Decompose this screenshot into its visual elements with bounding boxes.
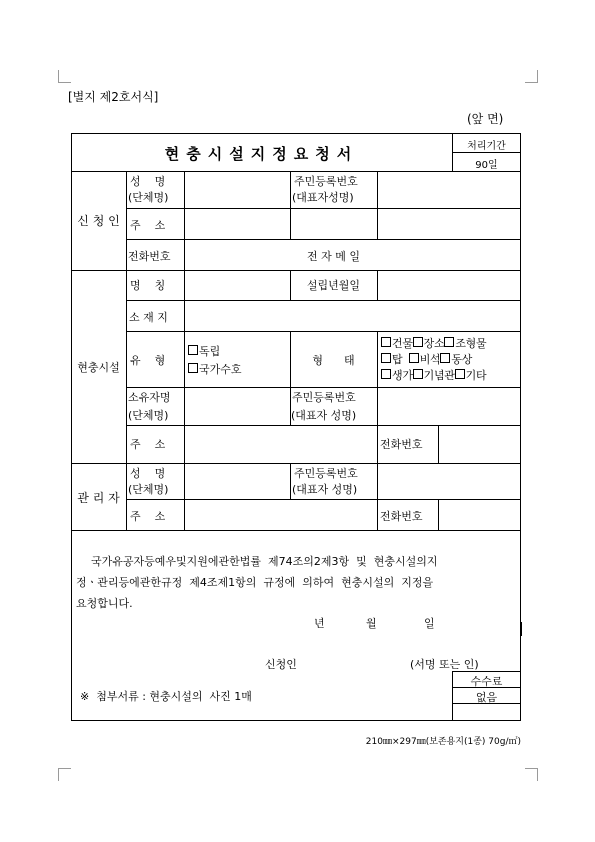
owner-name-label: 소유자명 xyxy=(128,391,171,404)
page-side: (앞 면) xyxy=(467,112,504,126)
form-options-row-2 xyxy=(381,351,472,367)
form-option-monument[interactable]: 비석 xyxy=(409,353,441,366)
applicant-phone-label: 전화번호 xyxy=(128,250,171,263)
checkbox-icon xyxy=(455,369,465,379)
manager-name-label: 성 명 xyxy=(130,467,166,480)
form-title: 현충시설지정요청서 xyxy=(164,145,359,163)
form-option-birthplace[interactable]: 생가 xyxy=(381,369,413,382)
paper-spec: 210㎜×297㎜(보존용지(1종) 70g/㎡) xyxy=(365,737,521,747)
form-option-sculpture[interactable]: 조형물 xyxy=(444,337,486,350)
margin-mark xyxy=(520,622,522,636)
form-options-row-3 xyxy=(381,367,486,383)
checkbox-icon xyxy=(409,353,419,363)
fee-value: 없음 xyxy=(475,691,498,704)
date-year: 년 xyxy=(314,617,325,630)
established-date-label: 설립년월일 xyxy=(306,279,361,292)
type-label: 유 형 xyxy=(130,354,166,367)
manager-org-label: (단체명) xyxy=(128,483,169,496)
section-facility: 현충시설 xyxy=(77,361,120,374)
type-option-national-defense[interactable]: 국가수호 xyxy=(188,361,242,377)
manager-rep-label: (대표자 성명) xyxy=(292,483,358,496)
applicant-rrn-label: 주민등록번호 xyxy=(294,175,358,188)
applicant-name-label: 성 명 xyxy=(130,175,166,188)
form-label: 형 태 xyxy=(312,354,355,367)
form-options-row-1 xyxy=(381,335,486,351)
crop-mark-top-right xyxy=(525,70,538,83)
date-month: 월 xyxy=(366,617,377,630)
owner-org-label: (단체명) xyxy=(128,409,169,422)
statement-line-3: 요청합니다. xyxy=(76,597,133,610)
applicant-rep-label: (대표자성명) xyxy=(292,191,354,204)
manager-rrn-label: 주민등록번호 xyxy=(294,467,358,480)
manager-address-label: 주 소 xyxy=(130,510,166,523)
form-number: [별지 제2호서식] xyxy=(68,90,159,104)
owner-rrn-label: 주민등록번호 xyxy=(292,391,356,404)
processing-period-value: 90일 xyxy=(475,160,498,171)
fee-label: 수수료 xyxy=(470,675,503,688)
statement-line-2: 정ㆍ관리등에관한규정 제4조제1항의 규정에 의하여 현충시설의 지정을 xyxy=(76,576,434,589)
checkbox-icon xyxy=(444,337,454,347)
form-option-place[interactable]: 장소 xyxy=(413,337,445,350)
form-option-memorial-hall[interactable]: 기념관 xyxy=(413,369,455,382)
applicant-email-label: 전 자 메 일 xyxy=(307,250,360,263)
facility-phone-label: 전화번호 xyxy=(380,438,423,451)
checkbox-icon xyxy=(381,369,391,379)
applicant-address-label: 주 소 xyxy=(130,219,166,232)
date-day: 일 xyxy=(424,617,435,630)
checkbox-icon xyxy=(413,369,423,379)
attachment-note: ※ 첨부서류 : 현충시설의 사진 1매 xyxy=(80,690,252,703)
statement-line-1: 국가유공자등예우및지원에관한법률 제74조의2제3항 및 현충시설의지 xyxy=(91,555,438,568)
checkbox-icon xyxy=(440,353,450,363)
crop-mark-top-left xyxy=(58,70,71,83)
checkbox-icon xyxy=(188,345,198,355)
crop-mark-bottom-left xyxy=(58,768,71,781)
owner-rep-label: (대표자 성명) xyxy=(291,409,357,422)
applicant-org-label: (단체명) xyxy=(128,191,169,204)
checkbox-icon xyxy=(188,363,198,373)
form-option-other[interactable]: 기타 xyxy=(455,369,487,382)
signature-hint: (서명 또는 인) xyxy=(410,658,479,671)
checkbox-icon xyxy=(381,353,391,363)
checkbox-icon xyxy=(413,337,423,347)
signature-label: 신청인 xyxy=(265,658,297,671)
form-option-statue[interactable]: 동상 xyxy=(440,353,472,366)
facility-address-label: 주 소 xyxy=(130,438,166,451)
checkbox-icon xyxy=(381,337,391,347)
type-option-independence[interactable]: 독립 xyxy=(188,343,220,359)
form-option-tower[interactable]: 탑 xyxy=(381,353,402,366)
crop-mark-bottom-right xyxy=(525,768,538,781)
section-applicant: 신 청 인 xyxy=(77,214,120,228)
facility-name-label: 명 칭 xyxy=(130,279,166,292)
form-option-building[interactable]: 건물 xyxy=(381,337,413,350)
section-manager: 관 리 자 xyxy=(77,491,120,505)
location-label: 소 재 지 xyxy=(129,311,168,324)
processing-period-label: 처리기간 xyxy=(467,141,506,152)
manager-phone-label: 전화번호 xyxy=(380,510,423,523)
